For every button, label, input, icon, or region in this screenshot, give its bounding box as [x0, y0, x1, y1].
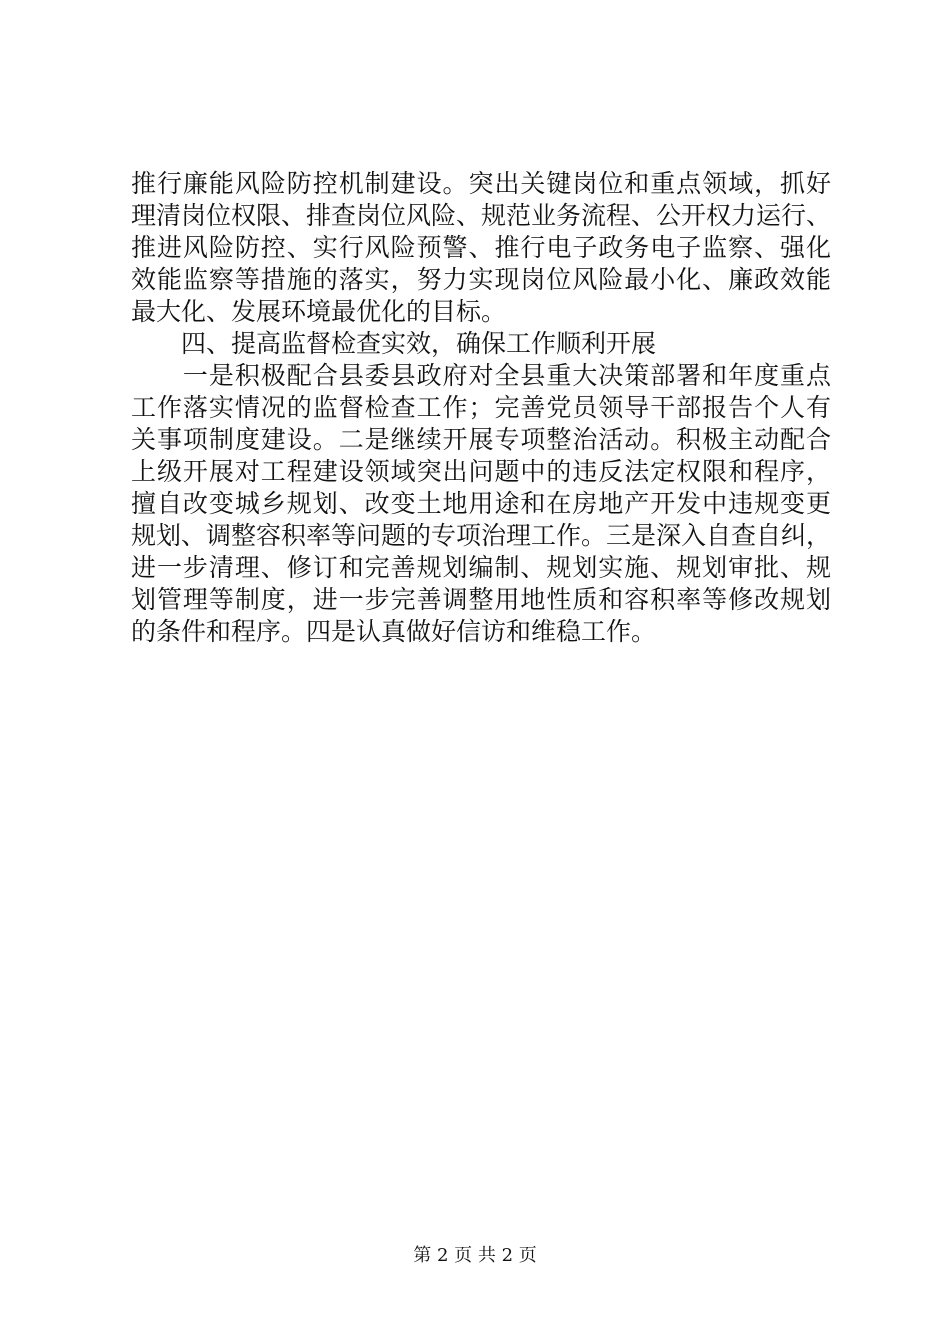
text-line: 工作落实情况的监督检查工作；完善党员领导干部报告个人有 — [131, 393, 831, 422]
text-line: 规划、调整容积率等问题的专项治理工作。三是深入自查自纠， — [131, 521, 832, 550]
text-line: 划管理等制度，进一步完善调整用地性质和容积率等修改规划 — [131, 585, 831, 614]
text-line: 效能监察等措施的落实，努力实现岗位风险最小化、廉政效能 — [131, 265, 831, 294]
text-line: 推行廉能风险防控机制建设。突出关键岗位和重点领域，抓好 — [131, 169, 831, 198]
text-line: 关事项制度建设。二是继续开展专项整治活动。积极主动配合 — [131, 425, 831, 454]
text-line: 最大化、发展环境最优化的目标。 — [131, 297, 507, 326]
text-line: 一是积极配合县委县政府对全县重大决策部署和年度重点 — [131, 361, 831, 390]
section-heading: 四、提高监督检查实效，确保工作顺利开展 — [131, 329, 657, 358]
text-line: 推进风险防控、实行风险预警、推行电子政务电子监察、强化 — [131, 233, 831, 262]
page-number-footer: 第 2 页 共 2 页 — [413, 1245, 537, 1266]
text-line: 的条件和程序。四是认真做好信访和维稳工作。 — [131, 617, 657, 646]
text-line: 进一步清理、修订和完善规划编制、规划实施、规划审批、规 — [131, 553, 831, 582]
text-line: 擅自改变城乡规划、改变土地用途和在房地产开发中违规变更 — [131, 489, 831, 518]
text-line: 上级开展对工程建设领域突出问题中的违反法定权限和程序， — [131, 457, 831, 486]
body-text — [131, 168, 831, 648]
text-line: 理清岗位权限、排查岗位风险、规范业务流程、公开权力运行、 — [131, 201, 832, 230]
